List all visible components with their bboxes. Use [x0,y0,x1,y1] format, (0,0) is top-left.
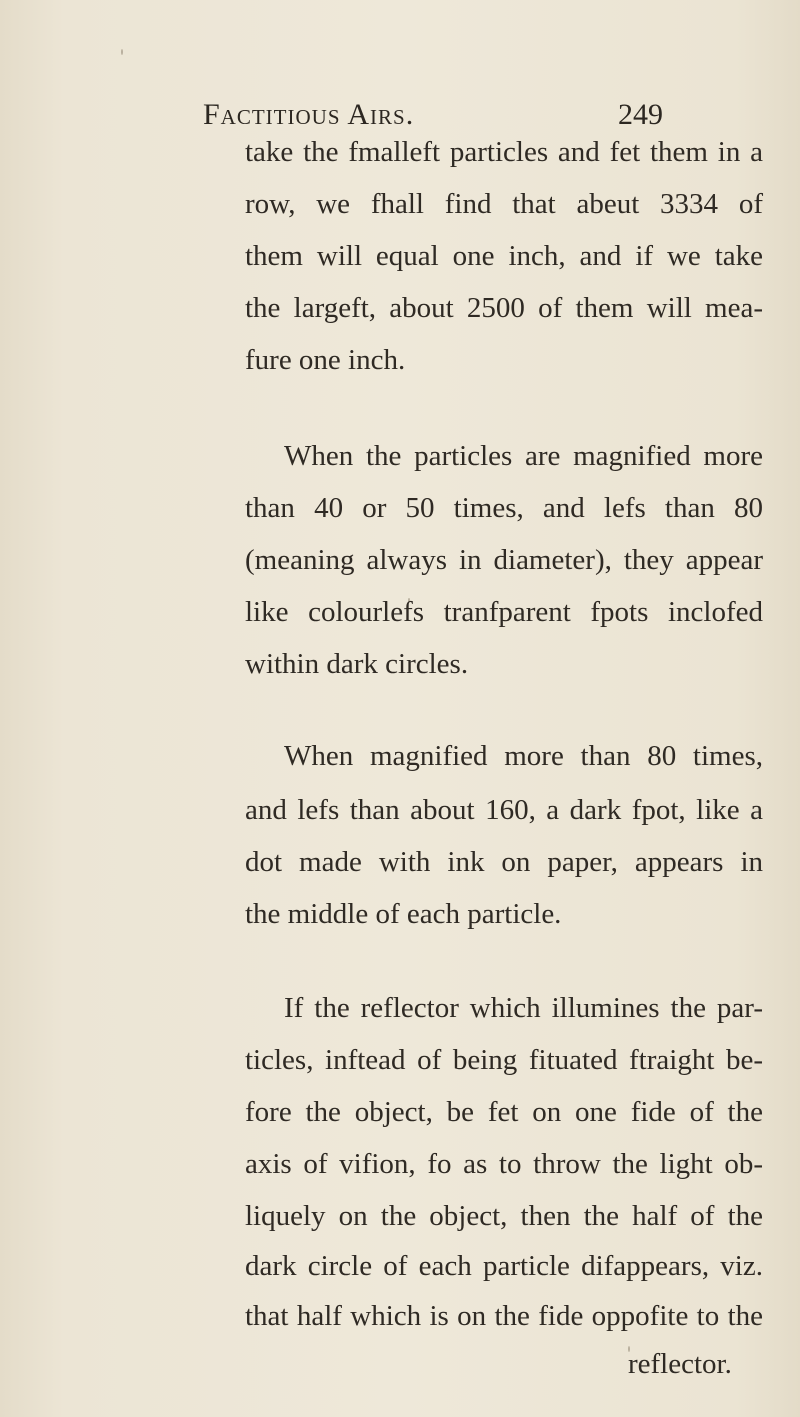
text-line: ticles, inftead of being fituated ftraight be- [245,1044,763,1076]
paper-speck [408,598,410,602]
text-line: When the particles are magnified more [284,440,763,472]
text-line: row, we fhall find that abeut 3334 of [245,188,763,220]
catchword: reflector. [628,1348,732,1380]
text-line: like colourlefs tranfparent fpots inclofed [245,596,763,628]
paper-speck [628,1346,630,1352]
text-line: them will equal one inch, and if we take [245,240,763,272]
text-line: take the fmalleft particles and fet them in a [245,136,763,168]
text-line: and lefs than about 160, a dark fpot, like a [245,794,763,826]
text-line: the middle of each particle. [245,898,562,930]
text-line: dot made with ink on paper, appears in [245,846,763,878]
text-line: the largeft, about 2500 of them will mea- [245,292,763,324]
text-line: liquely on the object, then the half of the [245,1200,763,1232]
paper-speck [121,49,123,55]
text-line: When magnified more than 80 times, [284,740,763,772]
text-line: dark circle of each particle difappears, viz. [245,1250,763,1282]
text-line: that half which is on the fide oppofite to the [245,1300,763,1332]
running-title: Factitious Airs. [203,98,415,131]
text-line: than 40 or 50 times, and lefs than 80 [245,492,763,524]
text-line: axis of vifion, fo as to throw the light ob- [245,1148,763,1180]
text-line: within dark circles. [245,648,469,680]
text-line: fure one inch. [245,344,406,376]
text-line: If the reflector which illumines the par- [284,992,763,1024]
text-line: fore the object, be fet on one fide of the [245,1096,763,1128]
text-line: (meaning always in diameter), they appear [245,544,763,576]
page-number: 249 [618,98,663,131]
